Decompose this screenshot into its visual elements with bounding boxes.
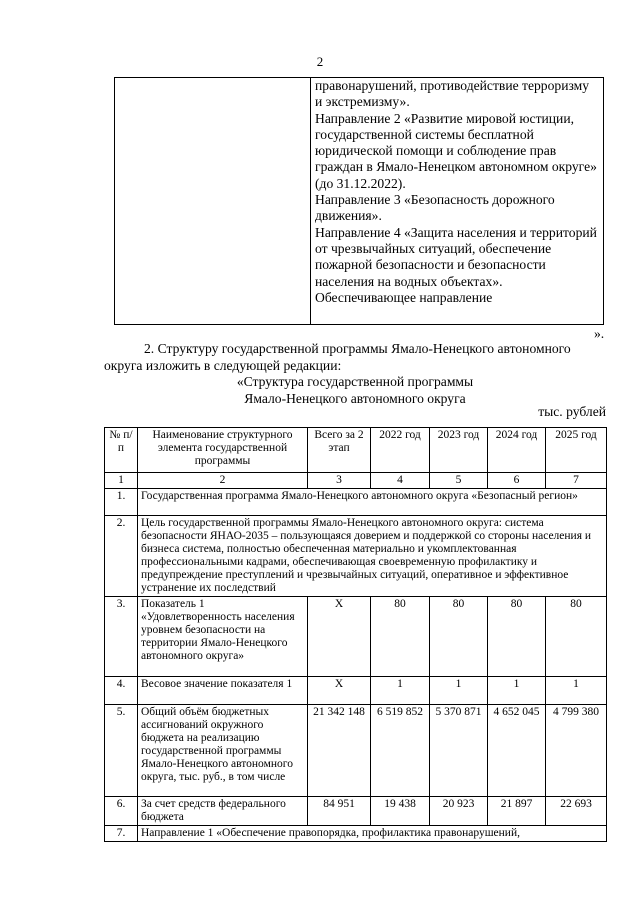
table-row <box>105 677 607 705</box>
column-number-cell: 2 <box>138 473 308 489</box>
row-name: За счет средств федерального бюджета <box>138 797 308 826</box>
row-number: 5. <box>105 705 138 797</box>
row-total: Х <box>308 677 371 705</box>
row-2025: 80 <box>546 597 607 677</box>
row-name: Весовое значение показателя 1 <box>138 677 308 705</box>
header-cell: Наименование структурного элемента государственной программы <box>138 428 308 473</box>
row-number: 7. <box>105 826 138 842</box>
row-2022: 80 <box>371 597 430 677</box>
header-cell: 2023 год <box>430 428 488 473</box>
row-total: 84 951 <box>308 797 371 826</box>
continuation-table <box>114 77 604 325</box>
continuation-line: Направление 4 «Защита населения и территорий от чрезвычайных ситуаций, обеспечение пожарной безопасности и безопасности населения на водных объектах». <box>315 224 597 289</box>
row-2022: 19 438 <box>371 797 430 826</box>
row-2023: 80 <box>430 597 488 677</box>
row-name: Показатель 1 «Удовлетворенность населения уровнем безопасности на территории Ямало-Ненецкого автономного округа» <box>138 597 308 677</box>
row-merged-text: Направление 1 «Обеспечение правопорядка, профилактика правонарушений, <box>138 826 607 842</box>
continuation-line: правонарушений, противодействие терроризму и экстремизму». <box>315 78 590 110</box>
row-2023: 20 923 <box>430 797 488 826</box>
column-number-cell: 7 <box>546 473 607 489</box>
table-row <box>105 797 607 826</box>
row-2025: 22 693 <box>546 797 607 826</box>
row-2022: 6 519 852 <box>371 705 430 797</box>
page-number: 2 <box>316 54 324 69</box>
column-number-cell: 4 <box>371 473 430 489</box>
row-merged-text: Цель государственной программы Ямало-Ненецкого автономного округа: система безопасности ЯНАО-2035 – пользующаяся доверием и поддержкой со стороны населения и бизнеса система, полностью обеспеченная материально и укомплектованная профессиональными кадрами, обеспечивающая своевременную профилактику и предупреждение преступлений и чрезвычайных ситуаций, оперативное и эффективное устранение их последствий <box>138 516 607 597</box>
header-cell: Всего за 2 этап <box>308 428 371 473</box>
row-2024: 4 652 045 <box>488 705 546 797</box>
row-total: 21 342 148 <box>308 705 371 797</box>
header-cell: 2024 год <box>488 428 546 473</box>
section-title-line-2: Ямало-Ненецкого автономного округа <box>244 391 466 406</box>
row-2022: 1 <box>371 677 430 705</box>
table-row <box>105 826 607 842</box>
section-title-line-1: «Структура государственной программы <box>236 374 474 389</box>
column-number-cell: 3 <box>308 473 371 489</box>
row-total: Х <box>308 597 371 677</box>
closing-quote: ». <box>594 326 605 341</box>
continuation-line: Направление 3 «Безопасность дорожного движения». <box>315 192 555 224</box>
row-2025: 1 <box>546 677 607 705</box>
row-name: Общий объём бюджетных ассигнований окружного бюджета на реализацию государственной программы Ямало-Ненецкого автономного округа, тыс. руб., в том числе <box>138 705 308 797</box>
column-number-cell: 1 <box>105 473 138 489</box>
table-row <box>105 705 607 797</box>
row-merged-text: Государственная программа Ямало-Ненецкого автономного округа «Безопасный регион» <box>138 489 607 516</box>
row-2024: 1 <box>488 677 546 705</box>
row-number: 6. <box>105 797 138 826</box>
row-2025: 4 799 380 <box>546 705 607 797</box>
header-cell: 2025 год <box>546 428 607 473</box>
row-2023: 5 370 871 <box>430 705 488 797</box>
header-cell: № п/п <box>105 428 138 473</box>
continuation-line: Направление 2 «Развитие мировой юстиции, государственной системы бесплатной юридической помощи и соблюдение прав граждан в Ямало-Ненецком автономном округе» (до 31.12.2022). <box>315 110 597 191</box>
continuation-line: Обеспечивающее направление <box>315 289 493 305</box>
table-header-row <box>105 428 607 473</box>
column-number-cell: 5 <box>430 473 488 489</box>
structure-table <box>104 427 607 842</box>
table-row <box>105 516 607 597</box>
paragraph-line-1: 2. Структуру государственной программы Ямало-Ненецкого автономного <box>144 341 571 356</box>
row-2024: 80 <box>488 597 546 677</box>
row-2023: 1 <box>430 677 488 705</box>
row-number: 1. <box>105 489 138 516</box>
table-row <box>105 597 607 677</box>
row-2024: 21 897 <box>488 797 546 826</box>
header-cell: 2022 год <box>371 428 430 473</box>
row-number: 2. <box>105 516 138 597</box>
continuation-left-cell <box>115 78 311 325</box>
continuation-right-cell <box>311 78 604 325</box>
table-row <box>105 489 607 516</box>
row-number: 3. <box>105 597 138 677</box>
units-label: тыс. рублей <box>538 404 606 419</box>
row-number: 4. <box>105 677 138 705</box>
column-number-cell: 6 <box>488 473 546 489</box>
paragraph-line-2: округа изложить в следующей редакции: <box>104 358 342 373</box>
column-number-row <box>105 473 607 489</box>
